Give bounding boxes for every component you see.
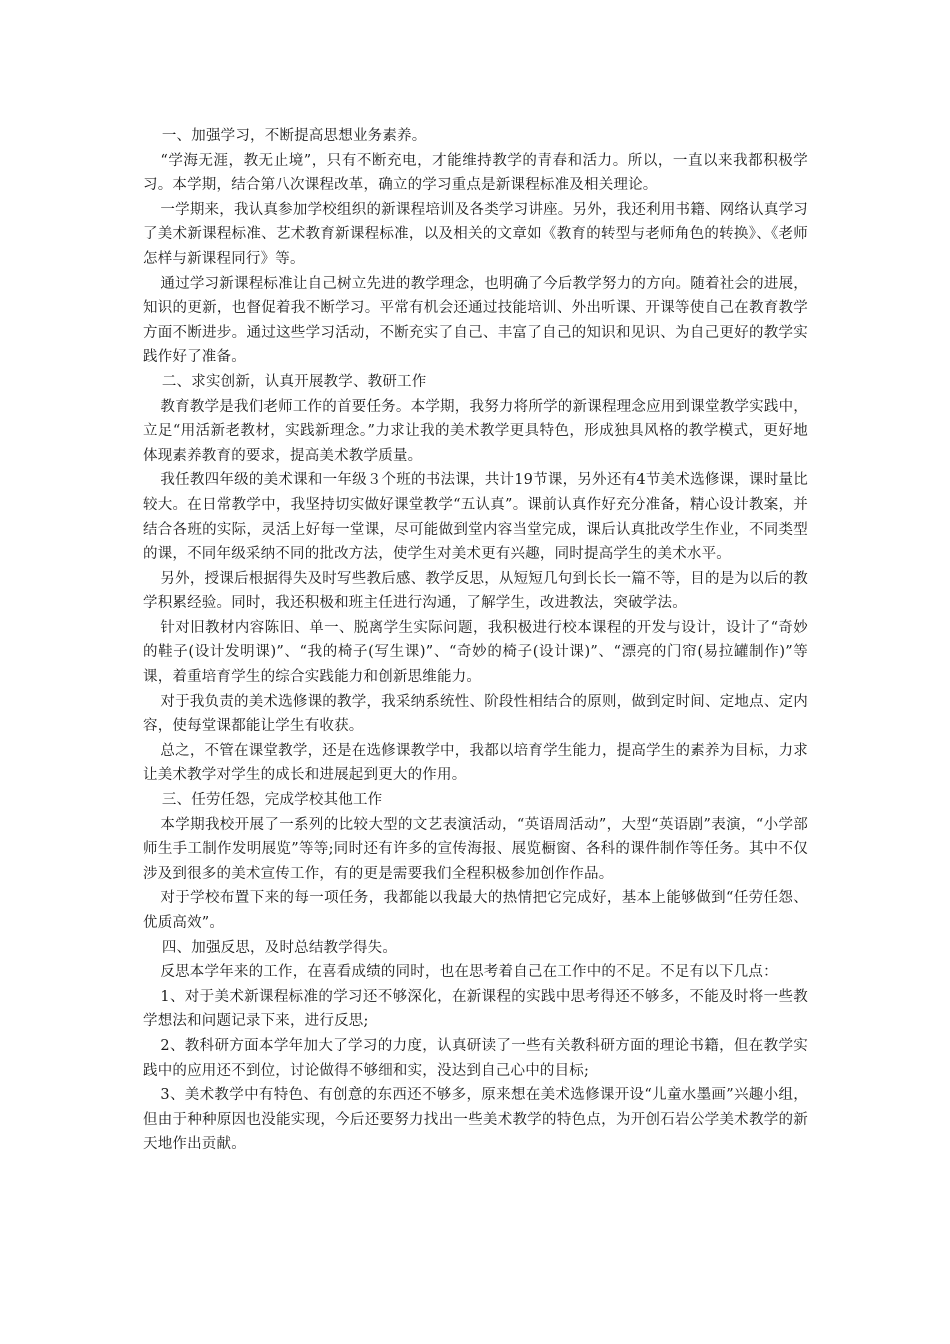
section-heading-1: 一、加强学习，不断提高思想业务素养。 bbox=[161, 128, 427, 144]
paragraph: 一学期来，我认真参加学校组织的新课程培训及各类学习讲座。另外，我还利用书籍、网络认真学习了美术新课程标准、艺术教育新课程标准，以及相关的文章如《教育的转型与老师角色的转换》、《老师怎样与新课程同行》等。 bbox=[143, 201, 808, 267]
paragraph: 对于我负责的美术选修课的教学，我采纳系统性、阶段性相结合的原则，做到定时间、定地点、定内容，使每堂课都能让学生有收获。 bbox=[143, 693, 808, 735]
section-heading-4: 四、加强反思，及时总结教学得失。 bbox=[161, 939, 398, 956]
paragraph: 反思本学年来的工作，在喜看成绩的同时，也在思考着自己在工作中的不足。不足有以下几点： bbox=[160, 964, 778, 981]
paragraph: “学海无涯，教无止境”，只有不断充电，才能维持教学的青春和活力。所以，一直以来我都积极学习。本学期，结合第八次课程改革，确立的学习重点是新课程标准及相关理论。 bbox=[143, 152, 808, 194]
list-item: 1、对于美术新课程标准的学习还不够深化，在新课程的实践中思考得还不够多，不能及时将一些教学想法和问题记录下来，进行反思; bbox=[143, 988, 808, 1030]
paragraph: 对于学校布置下来的每一项任务，我都能以我最大的热情把它完成好，基本上能够做到“任劳任怨、优质高效”。 bbox=[143, 890, 808, 931]
section-heading-2: 二、求实创新，认真开展教学、教研工作 bbox=[161, 373, 427, 390]
paragraph: 通过学习新课程标准让自己树立先进的教学理念，也明确了今后教学努力的方向。随着社会的进展，知识的更新，也督促着我不断学习。平常有机会还通过技能培训、外出听课、开课等使自己在教育教学方面不断进步。通过这些学习活动，不断充实了自己、丰富了自己的知识和见识、为自己更好的教学实践作好了准备。 bbox=[143, 275, 808, 366]
section-heading-3: 三、任劳任怨，完成学校其他工作 bbox=[161, 792, 383, 809]
paragraph: 总之，不管在课堂教学，还是在选修课教学中，我都以培育学生能力，提高学生的素养为目标，力求让美术教学对学生的成长和进展起到更大的作用。 bbox=[143, 742, 808, 784]
list-item: 3、美术教学中有特色、有创意的东西还不够多，原来想在美术选修课开设“儿童水墨画”兴趣小组，但由于种种原因也没能实现，今后还要努力找出一些美术教学的特色点，为开创石岩公学美术教学的新天地作出贡献。 bbox=[143, 1087, 808, 1153]
paragraph: 我任教四年级的美术课和一年级３个班的书法课，共计19节课，另外还有4节美术选修课，课时量比较大。在日常教学中，我坚持切实做好课堂教学“五认真”。课前认真作好充分准备，精心设计教案，并结合各班的实际，灵活上好每一堂课，尽可能做到堂内容当堂完成，课后认真批改学生作业，不同类型的课，不同年级采纳不同的批改方法，使学生对美术更有兴趣，同时提高学生的美术水平。 bbox=[143, 472, 808, 563]
paragraph: 针对旧教材内容陈旧、单一、脱离学生实际问题，我积极进行校本课程的开发与设计，设计了“奇妙的鞋子(设计发明课)”、“我的椅子(写生课)”、“奇妙的椅子(设计课)”、“漂亮的门帘(易拉罐制作)”等课，着重培育学生的综合实践能力和创新思维能力。 bbox=[143, 619, 808, 686]
paragraph: 另外，授课后根据得失及时写些教后感、教学反思，从短短几句到长长一篇不等，目的是为以后的教学积累经验。同时，我还积极和班主任进行沟通，了解学生，改进教法，突破学法。 bbox=[143, 570, 808, 612]
document-body bbox=[143, 124, 808, 1157]
paragraph: 教育教学是我们老师工作的首要任务。本学期，我努力将所学的新课程理念应用到课堂教学实践中，立足“用活新老教材，实践新理念。”力求让我的美术教学更具特色，形成独具风格的教学模式，更好地体现素养教育的要求，提高美术教学质量。 bbox=[143, 398, 808, 464]
list-item: 2、教科研方面本学年加大了学习的力度，认真研读了一些有关教科研方面的理论书籍，但在教学实践中的应用还不到位，讨论做得不够细和实，没达到自己心中的目标; bbox=[143, 1037, 808, 1079]
paragraph: 本学期我校开展了一系列的比较大型的文艺表演活动，“英语周活动”，大型“英语剧”表演，“小学部师生手工制作发明展览”等等;同时还有许多的宣传海报、展览橱窗、各科的课件制作等任务。其中不仅涉及到很多的美术宣传工作，有的更是需要我们全程积极参加创作作品。 bbox=[143, 816, 808, 882]
